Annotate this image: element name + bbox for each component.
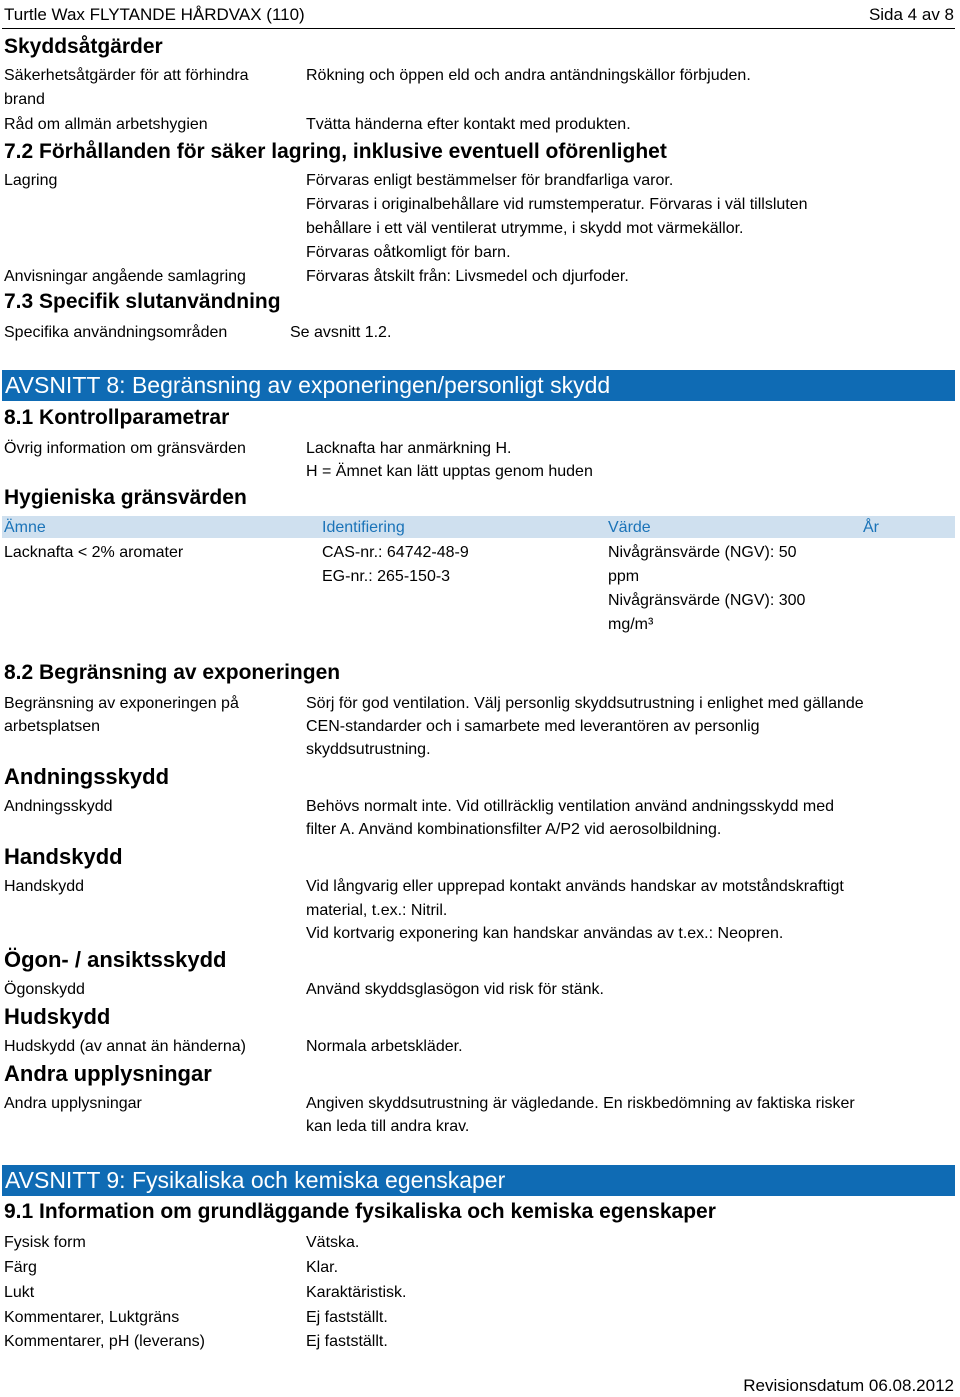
prop-value-luktgrans: Ej fastställt. bbox=[306, 1309, 388, 1326]
label-arbetsplats-line2: arbetsplatsen bbox=[4, 718, 101, 735]
lagring-line-4: Förvaras oåtkomligt för barn. bbox=[306, 244, 511, 261]
lagring-line-1: Förvaras enligt bestämmelser för brandfarliga varor. bbox=[306, 172, 674, 189]
hand-line-3: Vid kortvarig exponering kan handskar användas av t.ex.: Neopren. bbox=[306, 925, 784, 942]
section-heading-skyddsatgarder: Skyddsåtgärder bbox=[4, 35, 163, 58]
prop-label-ph: Kommentarer, pH (leverans) bbox=[4, 1333, 205, 1350]
prop-value-farg: Klar. bbox=[306, 1259, 339, 1276]
section-band-8-title: AVSNITT 8: Begränsning av exponeringen/personligt skydd bbox=[5, 372, 611, 398]
table-header-identifiering: Identifiering bbox=[322, 519, 405, 536]
label-hudskydd: Hudskydd (av annat än händerna) bbox=[4, 1038, 246, 1055]
arbetsplats-line-1: Sörj för god ventilation. Välj personlig skyddsutrustning i enlighet med gällande bbox=[306, 695, 864, 712]
table-cell-value-3: Nivågränsvärde (NGV): 300 bbox=[608, 592, 806, 609]
value-brand: Rökning och öppen eld och andra antändningskällor förbjuden. bbox=[306, 67, 751, 84]
table-header-ar: År bbox=[863, 519, 879, 536]
ovrig-line-1: Lacknafta har anmärkning H. bbox=[306, 440, 512, 457]
label-arbetshygien: Råd om allmän arbetshygien bbox=[4, 116, 208, 133]
heading-hudskydd: Hudskydd bbox=[4, 1004, 111, 1029]
table-header-varde: Värde bbox=[608, 519, 651, 536]
heading-hygieniska-gransvarden: Hygieniska gränsvärden bbox=[4, 486, 247, 509]
andning-line-1: Behövs normalt inte. Vid otillräcklig ventilation använd andningsskydd med bbox=[306, 798, 835, 815]
heading-andningsskydd: Andningsskydd bbox=[4, 764, 170, 789]
header-rule bbox=[2, 28, 955, 29]
table-cell-substance: Lacknafta < 2% aromater bbox=[4, 544, 184, 561]
hand-line-1: Vid långvarig eller upprepad kontakt används handskar av motståndskraftigt bbox=[306, 878, 844, 895]
page-number: Sida 4 av 8 bbox=[868, 5, 954, 24]
section-heading-7-2: 7.2 Förhållanden för säker lagring, inklusive eventuell oförenlighet bbox=[4, 140, 667, 163]
table-cell-value-2: ppm bbox=[608, 568, 640, 585]
value-ogonskydd: Använd skyddsglasögon vid risk för stänk. bbox=[306, 981, 604, 998]
document-title: Turtle Wax FLYTANDE HÅRDVAX (110) bbox=[4, 5, 305, 24]
value-anvandningsomraden: Se avsnitt 1.2. bbox=[290, 324, 392, 341]
heading-handskydd: Handskydd bbox=[4, 844, 123, 869]
label-andningsskydd: Andningsskydd bbox=[4, 798, 113, 815]
label-brand-line2: brand bbox=[4, 91, 45, 108]
label-samlagring: Anvisningar angående samlagring bbox=[4, 268, 246, 285]
label-ovrig-information: Övrig information om gränsvärden bbox=[4, 440, 246, 457]
prop-value-fysisk-form: Vätska. bbox=[306, 1234, 360, 1251]
heading-andra-upplysningar: Andra upplysningar bbox=[4, 1061, 212, 1086]
hand-line-2: material, t.ex.: Nitril. bbox=[306, 902, 448, 919]
andning-line-2: filter A. Använd kombinationsfilter A/P2 vid aerosolbildning. bbox=[306, 821, 722, 838]
lagring-line-2: Förvaras i originalbehållare vid rumstemperatur. Förvaras i väl tillsluten bbox=[306, 196, 808, 213]
prop-label-farg: Färg bbox=[4, 1259, 37, 1276]
table-header-row bbox=[2, 516, 955, 538]
prop-label-lukt: Lukt bbox=[4, 1284, 35, 1301]
section-heading-8-1: 8.1 Kontrollparametrar bbox=[4, 406, 230, 429]
prop-label-luktgrans: Kommentarer, Luktgräns bbox=[4, 1309, 180, 1326]
prop-value-lukt: Karaktäristisk. bbox=[306, 1284, 407, 1301]
table-cell-eg: EG-nr.: 265-150-3 bbox=[322, 568, 451, 585]
label-handskydd: Handskydd bbox=[4, 878, 85, 895]
label-brand-line1: Säkerhetsåtgärder för att förhindra bbox=[4, 67, 249, 84]
heading-ogon-ansiktsskydd: Ögon- / ansiktsskydd bbox=[4, 947, 227, 972]
table-cell-value-1: Nivågränsvärde (NGV): 50 bbox=[608, 544, 797, 561]
section-heading-9-1: 9.1 Information om grundläggande fysikaliska och kemiska egenskaper bbox=[4, 1200, 716, 1223]
andra-line-1: Angiven skyddsutrustning är vägledande. En riskbedömning av faktiska risker bbox=[306, 1095, 855, 1112]
section-band-9 bbox=[2, 1165, 955, 1196]
value-arbetshygien: Tvätta händerna efter kontakt med produkten. bbox=[306, 116, 631, 133]
label-ogonskydd: Ögonskydd bbox=[4, 981, 85, 998]
label-andra-upplysningar: Andra upplysningar bbox=[4, 1095, 142, 1112]
prop-value-ph: Ej fastställt. bbox=[306, 1333, 388, 1350]
andra-line-2: kan leda till andra krav. bbox=[306, 1118, 470, 1135]
section-band-9-title: AVSNITT 9: Fysikaliska och kemiska egenskaper bbox=[5, 1167, 506, 1193]
value-hudskydd: Normala arbetskläder. bbox=[306, 1038, 463, 1055]
table-header-amne: Ämne bbox=[4, 519, 46, 536]
arbetsplats-line-3: skyddsutrustning. bbox=[306, 741, 431, 758]
lagring-line-3: behållare i ett väl ventilerat utrymme, i skydd mot värmekällor. bbox=[306, 220, 744, 237]
section-heading-7-3: 7.3 Specifik slutanvändning bbox=[4, 290, 281, 313]
label-lagring: Lagring bbox=[4, 172, 58, 189]
table-cell-value-4: mg/m³ bbox=[608, 616, 654, 633]
section-heading-8-2: 8.2 Begränsning av exponeringen bbox=[4, 661, 341, 684]
label-anvandningsomraden: Specifika användningsområden bbox=[4, 324, 228, 341]
ovrig-line-2: H = Ämnet kan lätt upptas genom huden bbox=[306, 463, 593, 480]
label-arbetsplats-line1: Begränsning av exponeringen på bbox=[4, 695, 239, 712]
prop-label-fysisk-form: Fysisk form bbox=[4, 1234, 86, 1251]
revision-date: Revisionsdatum 06.08.2012 bbox=[743, 1376, 954, 1395]
section-band-8 bbox=[2, 370, 955, 401]
table-cell-cas: CAS-nr.: 64742-48-9 bbox=[322, 544, 469, 561]
arbetsplats-line-2: CEN-standarder och i samarbete med leverantören av personlig bbox=[306, 718, 760, 735]
value-samlagring: Förvaras åtskilt från: Livsmedel och djurfoder. bbox=[306, 268, 629, 285]
